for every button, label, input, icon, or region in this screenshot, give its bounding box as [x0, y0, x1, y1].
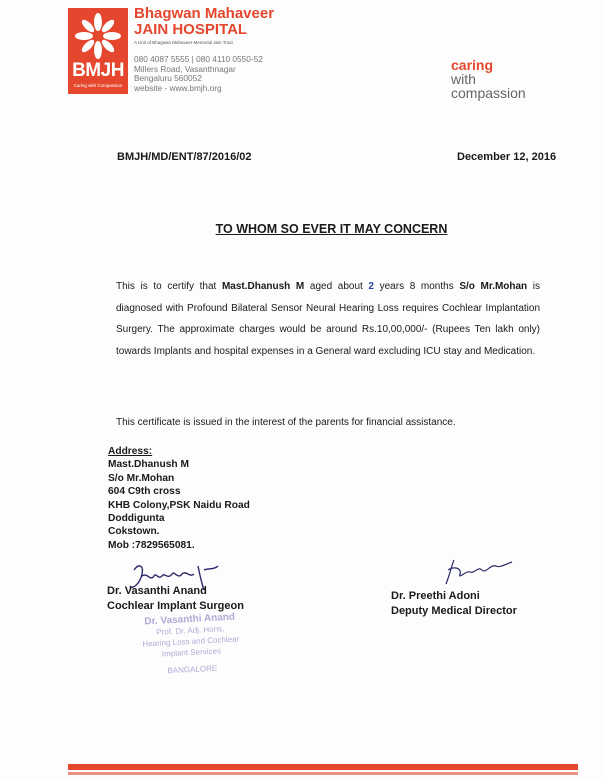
- left-signatory: [107, 584, 244, 614]
- hospital-name-line2: JAIN HOSPITAL: [134, 21, 248, 38]
- address-line: Mob :7829565081.: [108, 539, 195, 551]
- p1-text-b: aged about: [304, 281, 369, 292]
- left-signatory-title: Cochlear Implant Surgeon: [107, 600, 244, 612]
- doctor-stamp: [95, 609, 288, 680]
- stamp-line: Implant Services: [161, 646, 222, 659]
- address-line: S/o Mr.Mohan: [108, 472, 175, 484]
- hospital-phone: 080 4087 5555 | 080 4110 0550-52: [134, 54, 263, 64]
- right-signatory-name: Dr. Preethi Adoni: [391, 590, 480, 602]
- p1-text-c: years 8 months: [373, 281, 460, 292]
- hospital-name-line1: Bhagwan Mahaveer: [134, 5, 275, 22]
- logo-tagline: Caring with Compassion: [73, 83, 123, 88]
- hospital-slogan: [451, 58, 526, 100]
- address-line: KHB Colony,PSK Naidu Road: [108, 499, 250, 511]
- hospital-logo: [68, 8, 128, 94]
- logo-text: BMJH: [72, 60, 124, 81]
- letter-title: TO WHOM SO EVER IT MAY CONCERN: [215, 222, 448, 236]
- stamp-line: Hearing Loss and Cochlear: [142, 634, 240, 649]
- patient-name: Mast.Dhanush M: [221, 281, 305, 292]
- hospital-trust: A Unit of Bhagwan Mahaveer Memorial Jain Trust: [134, 40, 233, 45]
- certificate-paragraph: [116, 276, 540, 362]
- p1-text-d: is diagnosed with Profound Bilateral Sensor Neural Hearing Loss requires Cochlear Implantation Surgery. The approximate charges would be around Rs.10,00,000/- (Rupees Ten lakh only) towards Implants and hospital expenses in a General ward excluding ICU stay and Medication.: [116, 281, 541, 357]
- purpose-paragraph: This certificate is issued in the interest of the parents for financial assistance.: [116, 417, 456, 428]
- p1-text-a: This is to certify that: [116, 281, 222, 292]
- left-signatory-name: Dr. Vasanthi Anand: [107, 585, 207, 597]
- right-signatory: [391, 589, 517, 619]
- hospital-name: [134, 6, 274, 38]
- hospital-contact: [134, 55, 263, 93]
- patient-age: 2: [368, 281, 374, 292]
- hospital-address-1: Millers Road, Vasanthnagar: [134, 63, 236, 74]
- slogan-with: with: [451, 71, 476, 87]
- address-line: 604 C9th cross: [108, 486, 181, 498]
- slogan-compassion: compassion: [451, 85, 526, 101]
- right-signature: [440, 556, 520, 588]
- letter-date: December 12, 2016: [457, 151, 557, 163]
- address-line: Mast.Dhanush M: [108, 459, 189, 471]
- hospital-website: website - www.bmjh.org: [134, 82, 222, 93]
- footer-bar-thin: [68, 772, 578, 775]
- flower-icon: [74, 12, 122, 60]
- hospital-address-2: Bengaluru 560052: [134, 73, 202, 84]
- patient-address: [108, 445, 250, 552]
- address-line: Cokstown.: [108, 526, 160, 538]
- stamp-line: BANGALORE: [167, 663, 218, 676]
- address-heading: Address:: [108, 446, 153, 457]
- parent-name: S/o Mr.Mohan: [459, 281, 528, 292]
- stamp-line: Dr. Vasanthi Anand: [144, 611, 236, 628]
- reference-number: BMJH/MD/ENT/87/2016/02: [117, 151, 252, 163]
- right-signatory-title: Deputy Medical Director: [391, 605, 517, 617]
- slogan-caring: caring: [451, 57, 494, 73]
- address-line: Doddigunta: [108, 513, 165, 525]
- stamp-line: Prof. Dr. Adj. Hons,: [156, 624, 225, 637]
- footer-bar: [68, 764, 578, 770]
